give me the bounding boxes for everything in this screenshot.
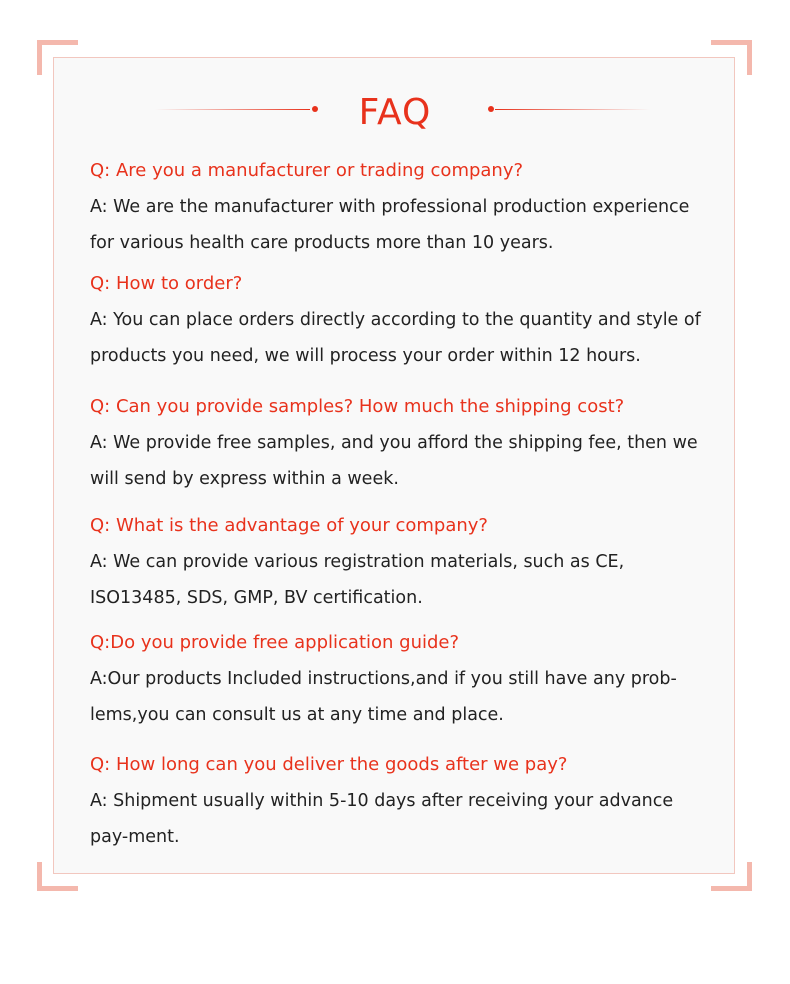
faq-item (90, 630, 730, 733)
faq-answer: A: We are the manufacturer with professional production experience for various health care products more than 10 years. (90, 197, 690, 253)
faq-answer: A: We can provide various registration materials, such as CE, ISO13485, SDS, GMP, BV certification. (90, 552, 625, 608)
page-title: FAQ (358, 92, 432, 133)
faq-item (90, 513, 730, 616)
faq-answer: A: We provide free samples, and you afford the shipping fee, then we will send by express within a week. (90, 433, 698, 489)
faq-question: Q: Are you a manufacturer or trading company? (90, 160, 524, 181)
faq-question: Q: How long can you deliver the goods after we pay? (90, 754, 568, 775)
title-row (0, 88, 790, 138)
title-dot-right (488, 106, 494, 112)
faq-answer: A:Our products Included instructions,and if you still have any prob-lems,you can consult us at any time and place. (90, 669, 677, 725)
faq-item (90, 752, 730, 855)
faq-question: Q: What is the advantage of your company? (90, 515, 488, 536)
title-divider-right (495, 109, 650, 110)
faq-question: Q: How to order? (90, 273, 243, 294)
title-dot-left (312, 106, 318, 112)
faq-item (90, 158, 730, 261)
faq-question: Q:Do you provide free application guide? (90, 632, 460, 653)
faq-question: Q: Can you provide samples? How much the shipping cost? (90, 396, 625, 417)
faq-answer: A: Shipment usually within 5-10 days after receiving your advance pay-ment. (90, 791, 674, 847)
title-divider-left (155, 109, 310, 110)
faq-item (90, 271, 730, 374)
faq-answer: A: You can place orders directly according to the quantity and style of products you need, we will process your order within 12 hours. (90, 310, 701, 366)
faq-item (90, 394, 730, 497)
